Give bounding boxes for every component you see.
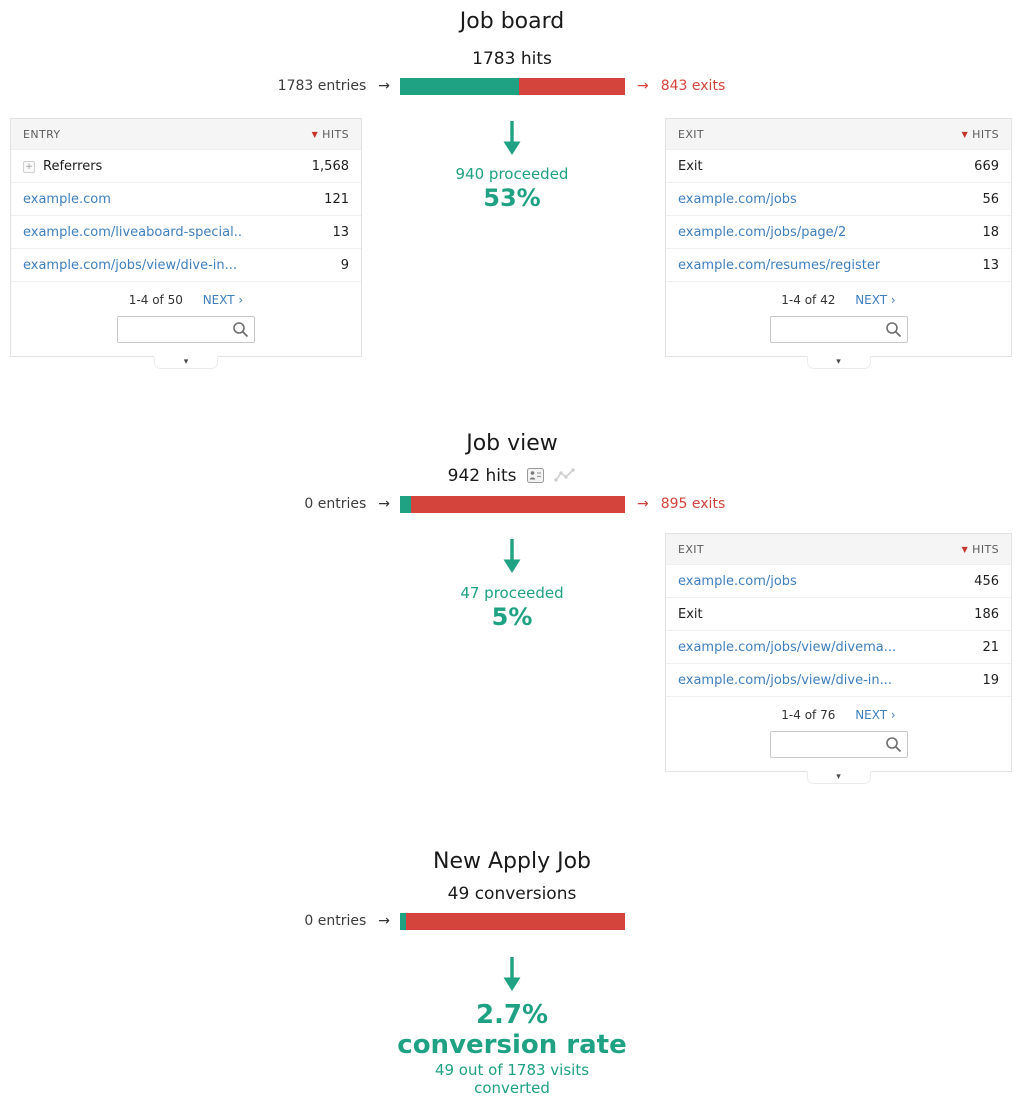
conversion-rate-label: conversion rate [397,1029,627,1060]
row-value: 9 [340,257,349,273]
row-label: Referrers [43,158,103,174]
row-label: Exit [678,606,703,622]
table-row [11,215,361,248]
exits-label: 843 exits [660,78,726,94]
table-collapse-handle[interactable] [807,356,871,369]
row-value: 186 [974,606,999,622]
exit-column-header[interactable]: EXIT [678,127,705,141]
row-label-link[interactable]: example.com/jobs [678,573,797,589]
table-row [666,663,1011,696]
funnel-bar-row [0,913,1024,930]
table-row [11,248,361,281]
search-icon[interactable] [885,736,902,757]
row-value: 13 [332,224,349,240]
funnel-bar-row [0,496,1024,513]
proceeded-percent: 5% [491,603,533,631]
row-value: 1,568 [311,158,349,174]
row-value: 21 [982,639,999,655]
row-value: 456 [974,573,999,589]
conversion-summary [0,1001,1024,1097]
row-label: Exit [678,158,703,174]
entries-label: 0 entries [304,496,367,512]
funnel-bar-proceeded-segment [400,496,411,513]
step-hits: 1783 hits [472,49,552,69]
step-hits-row [0,466,1024,488]
down-arrow-icon [501,957,523,992]
table-row [666,149,1011,182]
funnel-bar [400,496,625,513]
hits-column-header[interactable]: ▼ HITS [311,127,349,141]
next-page-button[interactable]: NEXT › [855,293,896,307]
row-evolution-icon[interactable] [554,468,576,488]
row-label-link[interactable]: example.com/liveaboard-special.. [23,224,242,240]
exit-table [665,533,1012,784]
table-row [666,215,1011,248]
step-title: Job view [466,431,558,456]
funnel-bar [400,78,625,95]
step-hits: 942 hits [447,466,517,486]
row-label-link[interactable]: example.com/jobs [678,191,797,207]
entries-label: 0 entries [304,913,367,929]
next-page-button[interactable]: NEXT › [855,708,896,722]
sort-desc-icon: ▼ [961,544,969,554]
table-collapse-handle[interactable] [807,771,871,784]
row-value: 121 [324,191,349,207]
search-icon[interactable] [885,321,902,342]
caret-down-icon: ▾ [836,772,841,782]
right-arrow-icon: → [378,78,390,94]
table-row [666,597,1011,630]
step-conversions: 49 conversions [447,884,577,904]
table-row [666,564,1011,597]
caret-down-icon: ▾ [836,357,841,367]
conversion-arrow [0,957,1024,992]
row-value: 19 [982,672,999,688]
funnel-bar-proceeded-segment [400,913,406,930]
table-collapse-handle[interactable] [154,356,218,369]
conversion-detail: converted [474,1078,550,1097]
entry-column-header[interactable]: ENTRY [23,127,61,141]
right-arrow-icon: → [378,913,390,929]
row-label-link[interactable]: example.com/jobs/view/divema... [678,639,897,655]
conversion-detail: 49 out of 1783 visits [434,1060,590,1079]
step-title: Job board [459,9,565,34]
exit-table [665,118,1012,369]
row-value: 56 [982,191,999,207]
row-value: 13 [982,257,999,273]
row-label-link[interactable]: example.com/resumes/register [678,257,881,273]
row-value: 18 [982,224,999,240]
row-label-link[interactable]: example.com [23,191,111,207]
row-value: 669 [974,158,999,174]
proceeded-percent: 53% [483,184,541,212]
right-arrow-icon: → [637,496,649,512]
proceeded-label: 47 proceeded [460,584,564,602]
pagination-range: 1-4 of 42 [781,293,836,307]
step-title: New Apply Job [433,849,591,874]
row-label-link[interactable]: example.com/jobs/view/dive-in... [23,257,238,273]
exits-label: 895 exits [660,496,726,512]
down-arrow-icon [501,539,523,574]
proceeded-label: 940 proceeded [455,165,569,183]
funnel-bar [400,913,625,930]
table-row [666,630,1011,663]
table-row [666,182,1011,215]
exit-column-header[interactable]: EXIT [678,542,705,556]
hits-column-header[interactable]: ▼ HITS [961,127,999,141]
pagination-range: 1-4 of 50 [128,293,183,307]
funnel-bar-row [0,78,1024,95]
conversion-rate-value: 2.7% [475,1000,549,1030]
sort-desc-icon: ▼ [961,129,969,139]
next-page-button[interactable]: NEXT › [202,293,244,307]
search-icon[interactable] [232,321,249,342]
row-label-link[interactable]: example.com/jobs/page/2 [678,224,847,240]
sort-desc-icon: ▼ [311,129,319,139]
expand-icon[interactable]: + [23,161,35,173]
right-arrow-icon: → [378,496,390,512]
row-label-link[interactable]: example.com/jobs/view/dive-in... [678,672,893,688]
entries-label: 1783 entries [277,78,367,94]
down-arrow-icon [501,121,523,156]
table-row [666,248,1011,281]
hits-column-header[interactable]: ▼ HITS [961,542,999,556]
funnel-bar-proceeded-segment [400,78,519,95]
caret-down-icon: ▾ [183,357,189,367]
right-arrow-icon: → [637,78,649,94]
pagination-range: 1-4 of 76 [781,708,836,722]
visitor-profile-icon[interactable] [527,468,544,488]
